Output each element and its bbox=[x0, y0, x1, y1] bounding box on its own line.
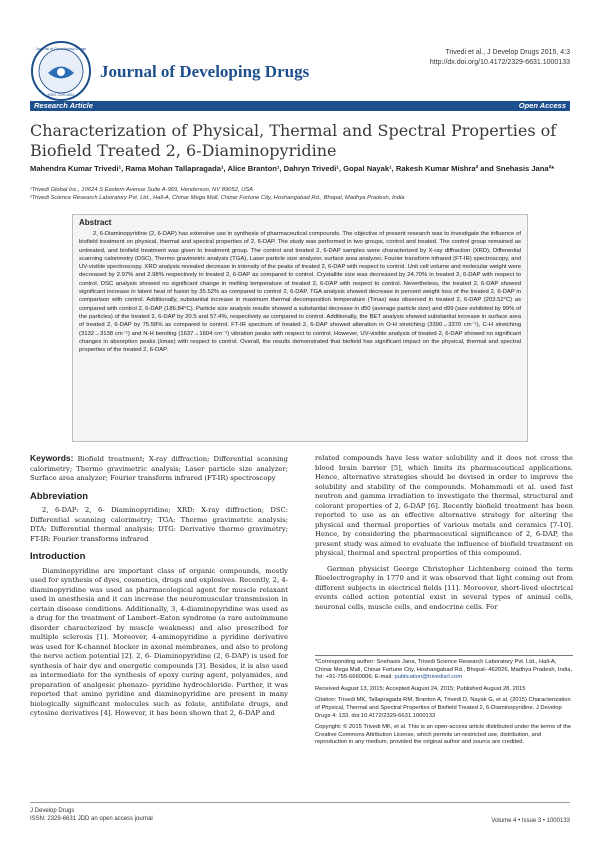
page-footer bbox=[30, 802, 570, 823]
intro-paragraph-1: Diaminopyridine are important class of organic compounds, mostly used for synthesis of dyes, cosmetics, drugs and explosives. Recently, 2, 4-diaminopyridine was used as pharmacological agent for muscle relaxant used in anesthesia and it can increase the neuromuscular transmission in certain disease conditions. Additionally, 3, 4-diaminopyridine was used as a drug for the treatment of Lambert–Eaton syndrome (a rare autoimmune disorder characterized by muscle weakness) and also prescribed for multiple sclerosis [1]. Moreover, 4-aminopyridine a pyridine derivative was used for K-channel blocker in axonal membranes, and also to prolong the nerve action potential [2]. 2, 6- Diaminopyridine (2, 6-DAP) is used for synthesis of hair dye and energetic compounds [3]. Besides, it is also used as intermediate for the synthesis of epoxy curing agent, polyamides, and preparation of analgesic phenazo- pyridine hydrochloride. Further, it was reported that amino pyridine and diaminopyridine are present in many biologically significant molecules such as folate, antifolate drugs, and cytosine derivatives [4]. However, it has been shown that 2, 6-DAP and bbox=[30, 566, 288, 717]
right-column bbox=[315, 454, 573, 612]
email-link[interactable]: publication@trivedisrl.com bbox=[394, 674, 463, 681]
keywords-text: Biofield treatment; X-ray diffraction; Differential scanning calorimetry; Thermo gravimetric analysis; Laser particle size analyzer; Surface area analyzer; Fourier transform infrared (FT-IR) spectroscopy bbox=[30, 455, 288, 482]
research-article-label: Research Article bbox=[34, 101, 93, 110]
intro-paragraph-2: related compounds have less water solubility and it does not cross the blood brain barrier [5], which limits its pharmaceutical applications. Hence, alternative strategies should be devised in order to improve the solubility and stability of the compounds. Mohammadi et al. used fast neutron and gamma irradiation to investigate the thermal, structural and colorant properties of 2, 6-DAP [6]. Recently biofield treatment has been reported to use as an effective alternative strategy for altering the physical and thermal properties of various metals and ceramics [7-10]. Hence, by considering the pharmaceutical significance of 2, 6-DAP, the present study was aimed to evaluate the influence of biofield treatment on physical, thermal and spectral properties of this compound. bbox=[315, 454, 573, 557]
doi-link[interactable]: http://dx.doi.org/10.4172/2329-6631.1000133 bbox=[429, 59, 570, 66]
journal-logo-icon bbox=[30, 40, 92, 102]
journal-citation bbox=[430, 48, 570, 68]
citation-line: Trivedi et al., J Develop Drugs 2015, 4:3 bbox=[445, 49, 570, 56]
author-list: Mahendra Kumar Trivedi¹, Rama Mohan Tallapragada¹, Alice Branton¹, Dahryn Trivedi¹, Gopal Nayak¹, Rakesh Kumar Mishra² and Snehasis Jana²* bbox=[30, 164, 555, 173]
abstract-heading: Abstract bbox=[79, 218, 112, 227]
logo-issn: ISSN: 2329-6631 bbox=[47, 93, 75, 97]
affiliation-2: ²Trivedi Science Research Laboratory Pvt. Ltd., Hall-A, Chinar Mega Mall, Chinar Fortune City, Hoshangabad Rd., Bhopal, Madhya Pradesh, India bbox=[30, 195, 405, 201]
keywords-label: Keywords: bbox=[30, 453, 74, 463]
abstract-text: 2, 6-Diaminopyridine (2, 6-DAP) has extensive use in synthesis of pharmaceutical compounds. The objective of present research was to investigate the influence of biofield treatment on physical, thermal and spectral properties of 2, 6-DAP. The study was performed in two groups, control and treated. The control group remained as untreated, and biofield treatment was given to treatment group. The control and treated 2, 6-DAP samples were characterized by X-ray diffraction (XRD), Differential scanning calorimetry (DSC), Thermo gravimetric analysis (TGA), Laser particle size analyzer, surface area analyzer, Fourier transform infrared (FT-IR) spectroscopy, and UV-visible spectroscopy. XRD analysis revealed decrease in intensity of the peaks of treated 2, 6-DAP with respect to control. Unit cell volume and molecular weight were decreased by 2.97% and 2.98% respectively in treated 2, 6-DAP as compared to control. Crystallite size was decreased by 24.70% in treated 2, 6-DAP with respect to control. DSC analysis showed no significant change in melting temperature of treated 2, 6-DAP with respect to control. Nevertheless, the treated 2, 6-DAP showed significant increase in latent heat of fusion by 35.52% as compared to control 2, 6-DAP. TGA analysis showed decrease in percent weight loss of the treated 2, 6-DAP in comparison with control. Additionally, substantial increase in maximum thermal decomposition temperature (Tmax) was observed in treated 2, 6-DAP (203.52°C) as compared with control 2, 6-DAP (186.84°C). Particle size analysis results showed a substantial decrease in d50 (average particle size) and d99 (size exhibited by 99% of the particles) of the treated 2, 6-DAP by 20.5 and 57.4%, respectively as compared to control. Additionally, the BET analysis showed substantial increase in surface area of treated 2, 6-DAP by 75.58% as compared to control. FT-IR spectrum of treated 2, 6-DAP showed alteration in O-H stretching (3390→3370 cm⁻¹), C-H stretching (3132→3138 cm⁻¹) and N-H bending (1637→1604 cm⁻¹) vibration peaks with respect to control. However, UV-visible analysis of treated 2, 6-DAP showed no significant changes in absorption peaks (λmax) with respect to control. Overall, the results demonstrated that biofield has significant impact on the physical, thermal and spectral properties of the treated 2, 6-DAP. bbox=[79, 231, 521, 354]
footnote-box bbox=[315, 655, 573, 751]
left-column bbox=[30, 454, 288, 719]
introduction-heading: Introduction bbox=[30, 551, 86, 562]
open-access-label: Open Access bbox=[518, 101, 566, 110]
affiliation-1: ¹Trivedi Global Inc., 10624 S Eastern Avenue Suite A-969, Henderson, NV 89052, USA bbox=[30, 187, 253, 193]
article-title: Characterization of Physical, Thermal and Spectral Properties of Biofield Treated 2, 6-Diaminopyridine bbox=[30, 121, 557, 160]
copyright: Copyright: © 2015 Trivedi MK, et al. This is an open-access article distributed under the terms of the Creative Commons Attribution License, which permits un-restricted use, distribution, and reproduction in any medium, provided the original author and source are credited. bbox=[315, 724, 572, 746]
footer-issn: ISSN: 2329-6631 JDD an open access journal bbox=[30, 816, 153, 822]
footer-volume: Volume 4 • Issue 3 • 1000133 bbox=[491, 818, 570, 824]
corresponding-text: *Corresponding author: Snehasis Jana, Trivedi Science Research Laboratory Pvt. Ltd., Hall-A, Chinar Mega Mall, Chinar Fortune City, Hoshangabad Rd., Bhopal- 462026, Madhya Pradesh, India, Tel: +91-755-6660006; E-mail: bbox=[315, 659, 573, 681]
abbreviation-text: 2, 6-DAP: 2, 6- Diaminopyridine; XRD: X-ray diffraction; DSC: Differential scanning calorimetry; TGA: Thermo gravimetric analysis; DTA: Differential thermal analysis; DTG: Derivative thermo gravimetry; FT-IR: Fourier transforms infrared bbox=[30, 506, 288, 543]
article-type-bar bbox=[30, 101, 570, 111]
dates: Received August 13, 2015; Accepted August 24, 2015; Published August 28, 2015 bbox=[315, 685, 526, 692]
journal-header bbox=[30, 40, 570, 100]
affiliations bbox=[30, 186, 570, 202]
citation: Citation: Trivedi MK, Tallapragada RM, Branton A, Trivedi D, Nayak G, et al. (2015) Characterization of Physical, Thermal and Spectral Properties of Biofield Treated 2, 6-Diaminopyridine. J Develop Drugs 4: 133. doi:10.4172/2329-6631.1000133 bbox=[315, 697, 571, 719]
abbreviation-heading: Abbreviation bbox=[30, 490, 89, 502]
intro-paragraph-3: German physicist George Christopher Lichtenberg coined the term Bioelectrography in 1770 and it was observed that light coming out from different subjects in electrical fields [11]. Moreover, short-lived electrical events called action potential exist in several types of animal cells, neuronal cells, muscle cells, and endocrine cells. For bbox=[315, 564, 573, 611]
footer-journal: J Develop Drugs bbox=[30, 808, 75, 814]
logo-text: Journal of Developing Drugs bbox=[35, 46, 87, 51]
abstract-box bbox=[72, 214, 528, 442]
journal-title: Journal of Developing Drugs bbox=[100, 62, 310, 81]
corresponding-author bbox=[315, 659, 573, 682]
keywords bbox=[30, 454, 288, 484]
